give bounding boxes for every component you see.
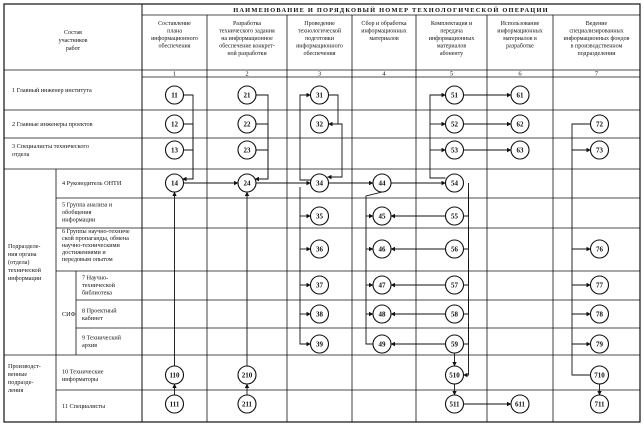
column-6-header-line: материалов в (503, 36, 537, 42)
column-3-header-line: технологической (297, 28, 342, 35)
row-label-r6: ской пропаганды, обмена (62, 235, 129, 242)
column-4-header-line: Сбор и обработка (361, 21, 407, 27)
group-label-production: ления (8, 387, 24, 394)
column-6-header-line: Использование (500, 21, 540, 27)
group-label-onti: Подразделе- (8, 243, 41, 250)
node-label-54: 54 (451, 179, 458, 188)
row-label-r3: отдела (12, 151, 30, 158)
column-7-number: 7 (594, 70, 599, 78)
arrow-col5-to-55-right (464, 193, 469, 216)
node-label-52: 52 (451, 120, 458, 129)
node-label-510: 510 (449, 371, 460, 380)
node-label-211: 211 (241, 400, 253, 409)
arrow-34-to-31 (300, 95, 311, 180)
column-2-header-line: Разработка (232, 21, 262, 27)
node-label-79: 79 (596, 340, 603, 349)
node-label-62: 62 (516, 120, 524, 129)
arrow-34-to-39 (300, 187, 311, 344)
column-2-header-line: технического задания (219, 28, 275, 35)
row-label-r10: 10 Технические (62, 368, 104, 376)
column-7-header-line: специализированных (569, 28, 624, 35)
row-label-r1: 1 Главный инженер института (12, 87, 92, 94)
group-label-onti: информации (8, 275, 42, 282)
node-label-57: 57 (451, 281, 458, 290)
arrow-23-to-24 (255, 150, 268, 179)
arrow-11-to-14 (183, 95, 194, 179)
node-label-73: 73 (596, 146, 603, 155)
corner-header-line-1: Состав (63, 30, 83, 36)
column-3-header-line: информационного (296, 43, 343, 50)
column-1-header-line: информационного (151, 36, 198, 42)
arrow-col5-to-59-right (464, 324, 469, 344)
column-7-header-line: в производственном (570, 43, 623, 50)
arrow-col5-to-58-right (464, 295, 469, 314)
node-label-53: 53 (451, 146, 458, 155)
diagram-title: НАИМЕНОВАНИЕ И ПОРЯДКОВЫЙ НОМЕР ТЕХНОЛОГИЧЕСКОЙ ОПЕРАЦИИ (233, 7, 549, 14)
corner-header-line-3: работ (65, 46, 81, 52)
node-label-14: 14 (171, 179, 178, 188)
row-label-r6: передовым опытом (62, 256, 113, 263)
arrow-col5-to-510 (464, 183, 469, 375)
node-label-110: 110 (169, 371, 180, 380)
node-label-11: 11 (171, 91, 178, 100)
row-label-r4: 4 Руководитель ОНТИ (62, 180, 122, 187)
node-label-46: 46 (378, 245, 386, 254)
arrow-21-to-24 (255, 95, 268, 179)
column-5-header-line: абоненту (439, 51, 464, 57)
node-label-45: 45 (378, 212, 386, 221)
row-label-r5: 5 Группа анализа и (62, 201, 113, 209)
node-label-35: 35 (316, 212, 323, 221)
column-6-header-line: разработке (506, 43, 534, 50)
node-label-77: 77 (596, 281, 603, 290)
node-label-78: 78 (596, 310, 603, 319)
row-label-r6: научно-техническими (62, 242, 120, 249)
arrow-54-to-51 (430, 95, 446, 178)
node-label-13: 13 (171, 146, 178, 155)
column-2-number: 2 (245, 70, 249, 78)
row-label-r7: 7 Научно- (82, 274, 109, 282)
column-3-header-line: подготовки (305, 36, 334, 42)
node-label-23: 23 (243, 146, 251, 155)
column-7-header-line: информационных фондов (563, 36, 630, 42)
node-label-12: 12 (171, 120, 178, 129)
arrow-22-to-24 (255, 124, 268, 179)
node-label-38: 38 (316, 310, 323, 319)
group-label-production: венные (8, 371, 28, 378)
node-label-51: 51 (451, 91, 458, 100)
node-label-210: 210 (241, 371, 253, 380)
node-label-22: 22 (243, 120, 251, 129)
group-label-production: Производст- (8, 363, 41, 370)
row-label-r3: 3 Специалисты технического (12, 143, 89, 150)
row-label-r9: 9 Технический (82, 334, 121, 342)
column-1-number: 1 (172, 70, 177, 78)
corner-header-line-2: участников (58, 38, 88, 44)
row-label-r11: 11 Специалисты (62, 403, 106, 410)
node-label-31: 31 (316, 91, 323, 100)
node-label-48: 48 (378, 310, 386, 319)
node-label-36: 36 (316, 245, 323, 254)
node-label-61: 61 (516, 91, 524, 100)
node-label-47: 47 (378, 281, 386, 290)
node-label-58: 58 (451, 310, 458, 319)
row-label-r7: технической (82, 282, 115, 289)
group-label-sif: СИФ (62, 311, 76, 318)
row-label-r2: 2 Главные инженеры проектов (12, 121, 93, 128)
column-4-header-line: материалов (369, 36, 399, 42)
node-label-56: 56 (451, 245, 458, 254)
node-label-37: 37 (316, 281, 323, 290)
node-label-63: 63 (516, 146, 524, 155)
group-label-production: подразде- (8, 379, 34, 386)
node-label-76: 76 (596, 245, 603, 254)
node-label-34: 34 (316, 179, 323, 188)
arrow-col5-to-56-right (464, 226, 469, 249)
column-1-header-line: обеспечения (158, 43, 191, 50)
group-label-onti: ния органа (8, 251, 37, 258)
row-label-r5: информации (62, 216, 96, 224)
column-5-number: 5 (449, 70, 454, 78)
node-label-611: 611 (514, 400, 526, 409)
row-label-r5: обобщения (62, 209, 92, 216)
column-7-header-line: подразделении (577, 51, 616, 57)
column-4-header-line: информационных (361, 28, 407, 35)
row-label-r8: кабинет (82, 314, 103, 322)
node-label-111: 111 (169, 400, 180, 409)
column-5-header-line: передача (440, 28, 463, 35)
group-label-onti: (отдела) (8, 259, 30, 266)
column-4-number: 4 (382, 70, 386, 78)
column-6-number: 6 (518, 70, 522, 78)
column-1-header-line: плана (167, 28, 182, 35)
row-label-r9: архив (82, 341, 98, 349)
column-3-header-line: обеспечения (303, 51, 336, 57)
column-3-header-line: Проведение (304, 21, 335, 27)
column-6-header-line: информационных (497, 28, 543, 35)
node-label-711: 711 (594, 400, 605, 409)
node-label-49: 49 (378, 340, 386, 349)
node-label-55: 55 (451, 212, 458, 221)
row-label-r10: информаторы (62, 375, 99, 383)
node-label-44: 44 (378, 179, 386, 188)
column-1-header-line: Составление (158, 21, 191, 27)
arrow-13-to-14 (183, 150, 194, 179)
column-2-header-line: на информационное (221, 36, 273, 42)
arrow-12-to-14 (183, 124, 194, 179)
column-5-header-line: материалов (436, 43, 467, 50)
row-label-r6: 6 Группы научно-техниче (62, 228, 130, 235)
group-label-onti: технической (8, 267, 41, 274)
arrow-col5-to-57-right (464, 259, 469, 285)
node-label-32: 32 (316, 120, 323, 129)
arrow-31-to-32 (329, 95, 339, 124)
node-label-59: 59 (451, 340, 458, 349)
row-label-r8: 8 Проектный (82, 307, 117, 315)
column-2-header-line: ной разработки (227, 51, 267, 57)
column-5-header-line: информационных (428, 36, 475, 42)
column-2-header-line: обеспечение конкрет- (219, 43, 275, 50)
row-label-r6: достижениями и (62, 249, 106, 256)
column-7-header-line: Ведение (585, 21, 608, 27)
node-label-72: 72 (596, 120, 603, 129)
node-label-21: 21 (243, 91, 251, 100)
column-3-number: 3 (317, 70, 322, 78)
node-label-710: 710 (594, 371, 605, 380)
node-label-39: 39 (316, 340, 323, 349)
column-5-header-line: Комплектация и (430, 21, 473, 27)
arrow-72-to-710 (572, 124, 591, 375)
node-label-24: 24 (243, 179, 251, 188)
node-label-511: 511 (449, 400, 460, 409)
row-label-r7: библиотека (82, 289, 112, 297)
